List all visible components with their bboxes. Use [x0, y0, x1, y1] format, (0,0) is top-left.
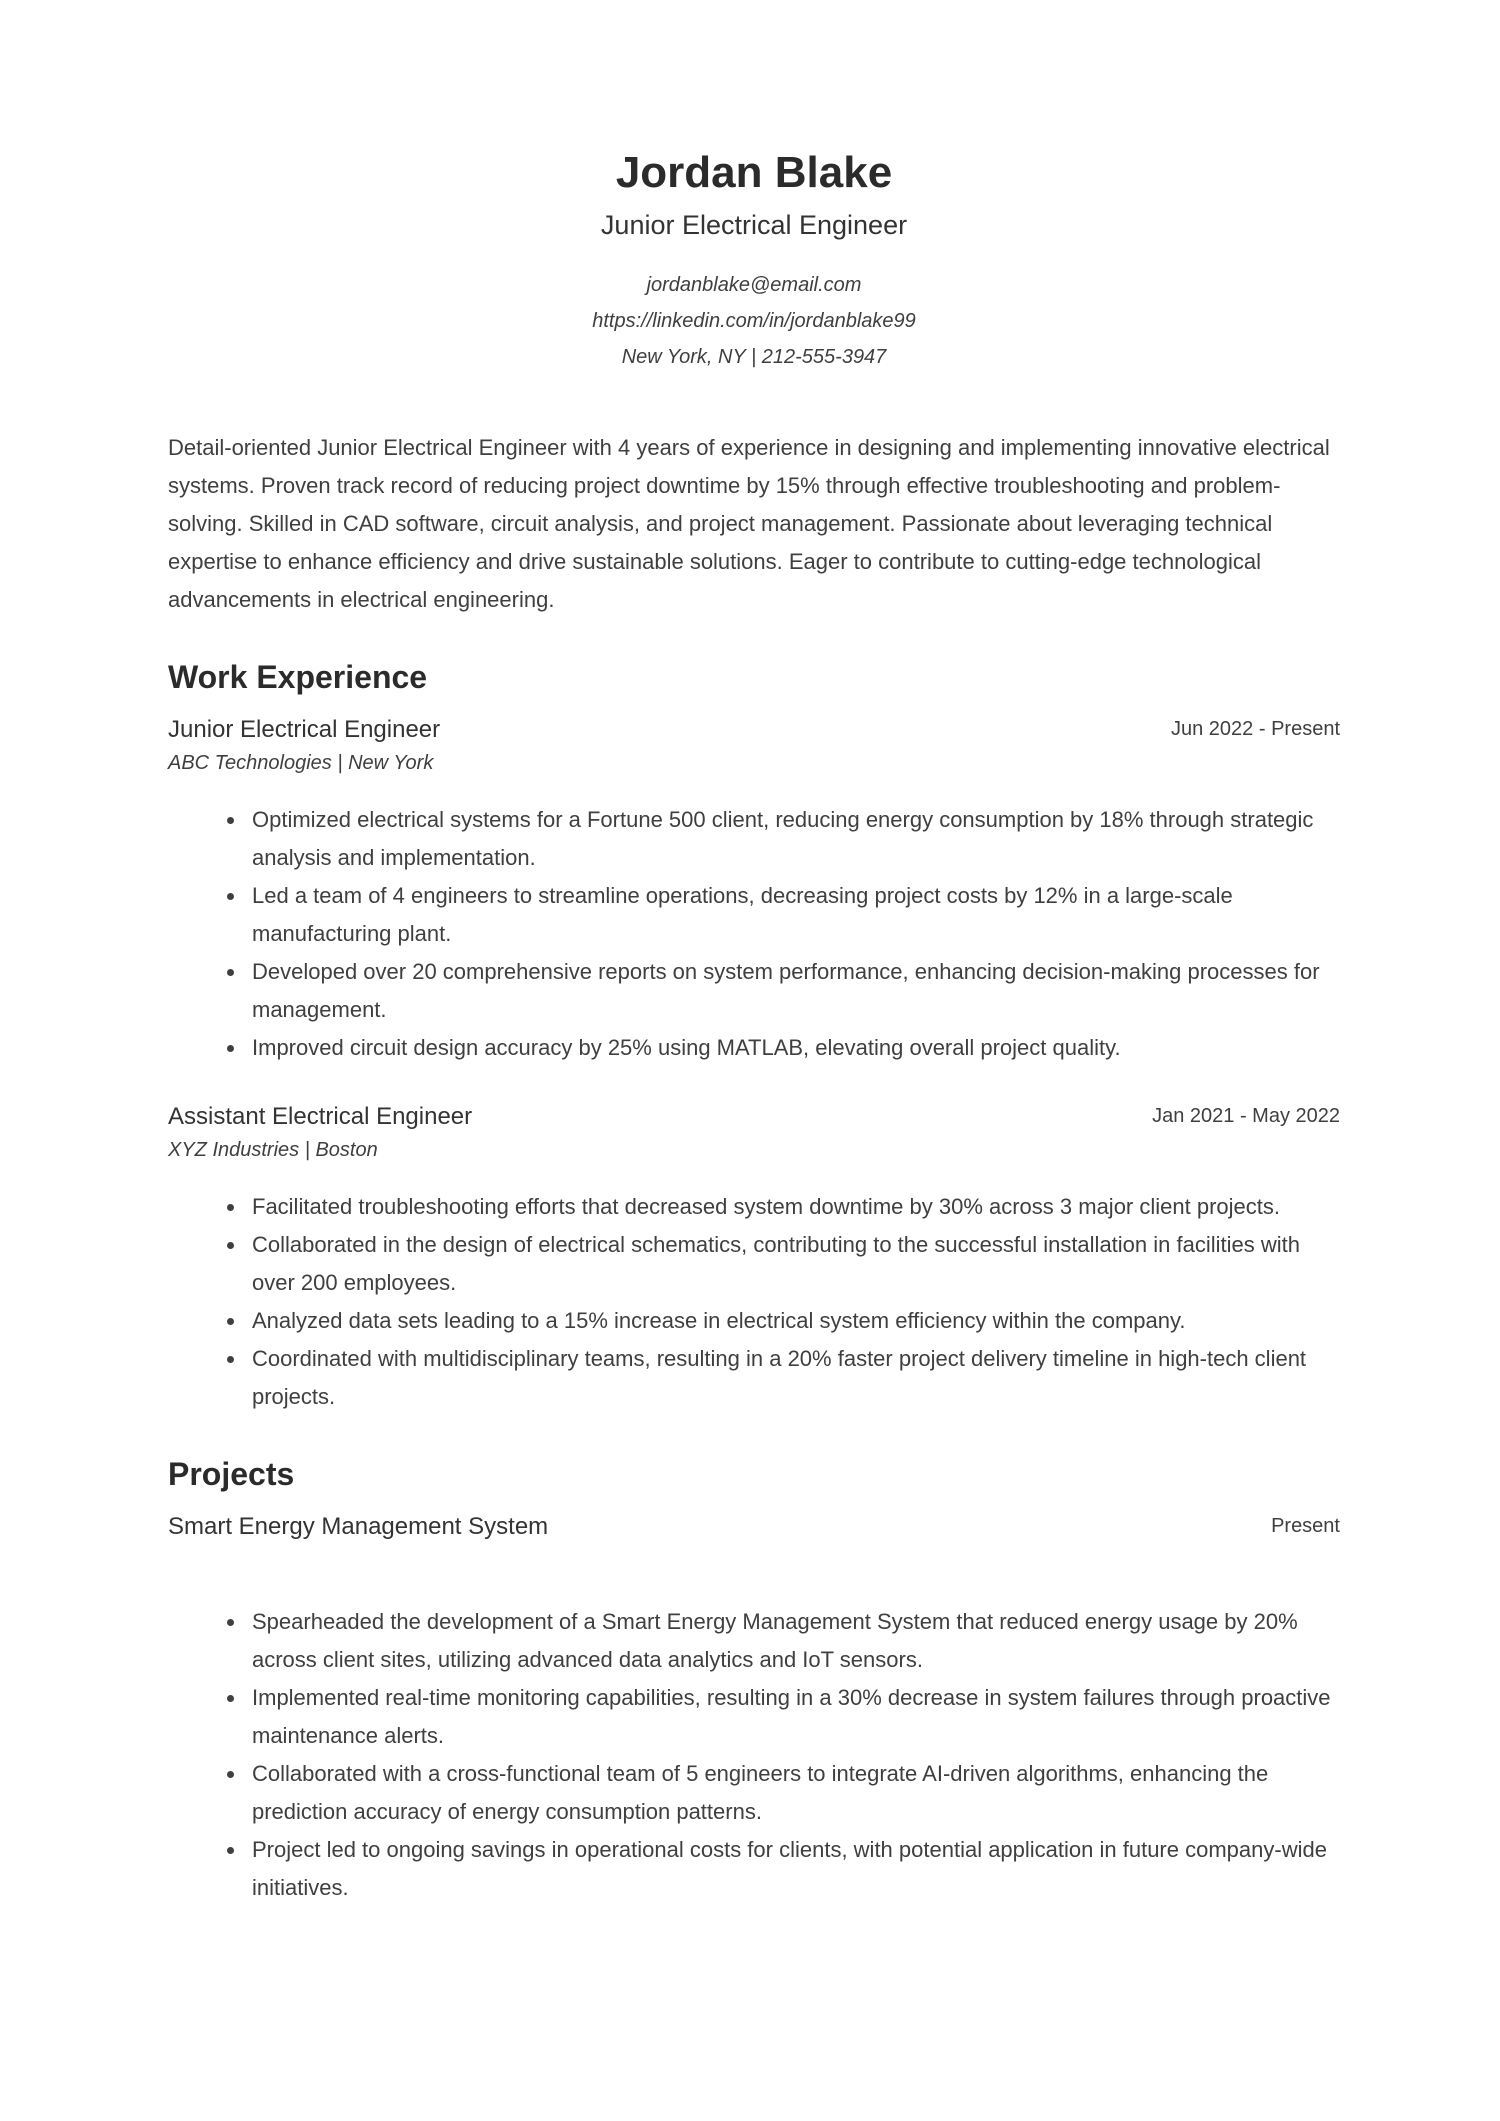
resume-header — [168, 148, 1340, 375]
project-bullet-list — [168, 1603, 1340, 1907]
experience-entry-junior-electrical-engineer — [168, 716, 1340, 1067]
bullet-item: Optimized electrical systems for a Fortune 500 client, reducing energy consumption by 18% through strategic analysis and implementation. — [252, 801, 1340, 877]
work-experience-section — [168, 659, 1340, 1416]
candidate-headline: Junior Electrical Engineer — [600, 210, 908, 240]
bullet-item: Analyzed data sets leading to a 15% increase in electrical system efficiency within the company. — [252, 1302, 1340, 1340]
bullet-item: Implemented real-time monitoring capabilities, resulting in a 30% decrease in system failures through proactive maintenance alerts. — [252, 1679, 1340, 1755]
job-bullet-list — [168, 801, 1340, 1067]
bullet-item: Spearheaded the development of a Smart Energy Management System that reduced energy usage by 20% across client sites, utilizing advanced data analytics and IoT sensors. — [252, 1603, 1340, 1679]
project-entry-smart-energy-management-system — [168, 1513, 1340, 1907]
project-title: Smart Energy Management System — [168, 1513, 549, 1540]
job-date-range: Jun 2022 - Present — [1171, 718, 1340, 740]
contact-location-phone: New York, NY | 212-555-3947 — [621, 346, 887, 368]
job-title: Junior Electrical Engineer — [168, 716, 441, 743]
bullet-item: Collaborated in the design of electrical schematics, contributing to the successful installation in facilities with over 200 employees. — [252, 1226, 1340, 1302]
contact-linkedin-url: https://linkedin.com/in/jordanblake99 — [592, 310, 916, 332]
bullet-item: Developed over 20 comprehensive reports on system performance, enhancing decision-making processes for management. — [252, 953, 1340, 1029]
job-bullet-list — [168, 1188, 1340, 1416]
bullet-item: Led a team of 4 engineers to streamline operations, decreasing project costs by 12% in a large-scale manufacturing plant. — [252, 877, 1340, 953]
job-date-range: Jan 2021 - May 2022 — [1152, 1105, 1340, 1127]
job-title: Assistant Electrical Engineer — [168, 1103, 473, 1130]
contact-email: jordanblake@email.com — [646, 274, 862, 296]
project-date-range: Present — [1271, 1515, 1340, 1537]
contact-block — [168, 267, 1340, 375]
entry-header — [168, 1513, 1340, 1541]
bullet-item: Project led to ongoing savings in operational costs for clients, with potential application in future company-wide initiatives. — [252, 1831, 1340, 1907]
candidate-name: Jordan Blake — [615, 148, 893, 197]
bullet-item: Collaborated with a cross-functional team of 5 engineers to integrate AI-driven algorithms, enhancing the prediction accuracy of energy consumption patterns. — [252, 1755, 1340, 1831]
bullet-item: Coordinated with multidisciplinary teams, resulting in a 20% faster project delivery timeline in high-tech client projects. — [252, 1340, 1340, 1416]
entry-header — [168, 1103, 1340, 1131]
section-heading-work-experience: Work Experience — [168, 659, 428, 695]
experience-entry-assistant-electrical-engineer — [168, 1103, 1340, 1416]
entry-header — [168, 716, 1340, 744]
company-location: XYZ Industries | Boston — [168, 1139, 378, 1161]
professional-summary: Detail-oriented Junior Electrical Engineer with 4 years of experience in designing and implementing innovative electrical systems. Proven track record of reducing project downtime by 15% through effective troubleshooting and problem-solving. Skilled in CAD software, circuit analysis, and project management. Passionate about leveraging technical expertise to enhance efficiency and drive sustainable solutions. Eager to contribute to cutting-edge technological advancements in electrical engineering. — [168, 435, 1330, 612]
projects-section — [168, 1456, 1340, 1907]
company-location: ABC Technologies | New York — [168, 752, 434, 774]
bullet-item: Improved circuit design accuracy by 25% using MATLAB, elevating overall project quality. — [252, 1029, 1340, 1067]
bullet-item: Facilitated troubleshooting efforts that decreased system downtime by 30% across 3 major client projects. — [252, 1188, 1340, 1226]
section-heading-projects: Projects — [168, 1456, 295, 1492]
